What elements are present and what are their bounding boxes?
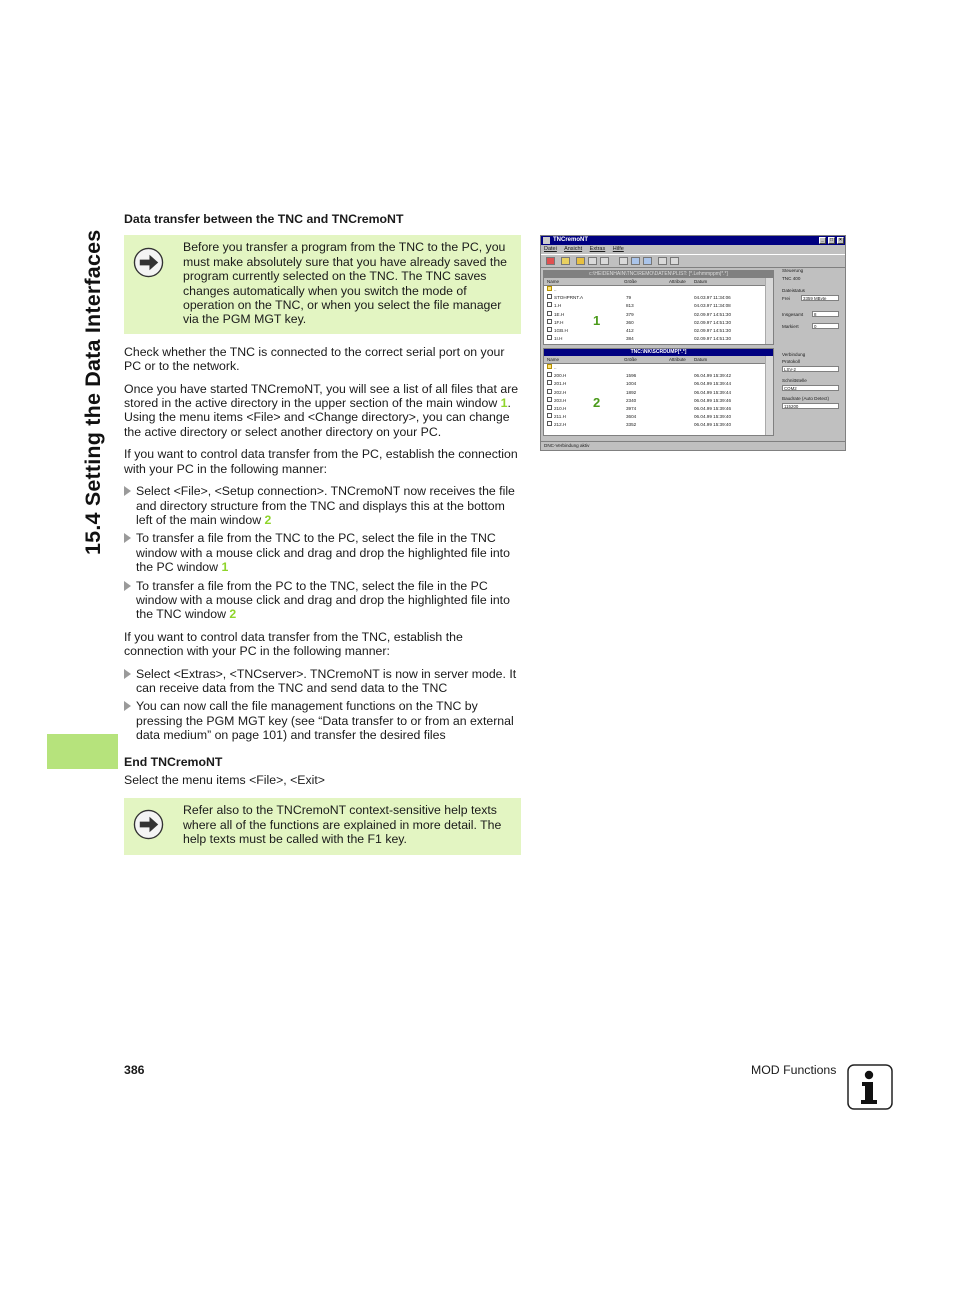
list-item: You can now call the file management functions on the TNC by pressing the PGM MGT key (see “Data transfer to or from an external data medium” on page 101) and transfer the desired files — [124, 699, 521, 742]
file-icon — [547, 389, 552, 394]
file-icon — [547, 380, 552, 385]
minimize-icon: _ — [819, 237, 826, 244]
file-row: .. — [544, 364, 773, 372]
menu-item: Datei — [544, 246, 557, 252]
tncremont-screenshot: TNCremoNT _ □ × Datei Ansicht Extras Hilfe c:\HEIDENHAIN\TNC\REMO\DATEN\PLIST: [*.Lehmmppm|*.*] Name Größe Attribute Datum .. STOHPRNT.A 79 04.03.97 11:34:06 1.H 813 04.03.97 11:34:08 1E.H 379 02.09.97 14:51:30 1F.H 360 02.09.97 14:51:30 1GB.H 412 02.09.97 14:51:30 1I.H 384 02.09.97 14:51:30 1 TNC:\NK\SCRDUMP[*.*] Name Größe Attribute Datum .. 200.H 1596 06.04.99 15:39:42 201.H 1004 06.04.99 15:39:44 202.H 1892 06.04.99 15:39:44 203.H 2340 06.04.99 15:39:46 210.H 3974 06.04.99 15:39:46 211.H 3604 06.04.99 15:39:40 212.H 3352 06.04.99 15:39:40 2 Steuerung TNC 400 Dateistatus Frei 3359 MByte Insgesamt 8 Markiert 0 Verbindung Protokoll LSV-2 Schnittstelle COM2 Baudrate (Auto Detect) 115200 DNC-Verbindung aktiv — [540, 235, 846, 451]
list-item: Select <File>, <Setup connection>. TNCremoNT now receives the file and directory structure from the TNC and displays this at the bottom left of the main window 2 — [124, 484, 521, 527]
list-item: To transfer a file from the PC to the TNC, select the file in the PC window with a mouse click and drag and drop the highlighted file into the TNC window 2 — [124, 579, 521, 622]
subsection-heading: End TNCremoNT — [124, 754, 223, 769]
pane-title: TNC:\NK\SCRDUMP[*.*] — [544, 349, 773, 356]
arrow-right-icon — [133, 247, 164, 278]
bullet-triangle-icon — [124, 533, 131, 543]
file-icon — [547, 413, 552, 418]
file-row: 1F.H 360 02.09.97 14:51:30 — [544, 319, 773, 327]
server-icon — [670, 257, 679, 265]
paragraph: If you want to control data transfer from the TNC, establish the connection with your PC in the following manner: — [124, 629, 463, 659]
bullet-triangle-icon — [124, 669, 131, 679]
scrollbar — [765, 356, 773, 435]
scrollbar — [765, 278, 773, 344]
paragraph: Select the menu items <File>, <Exit> — [124, 773, 325, 787]
connect-icon — [658, 257, 667, 265]
file-row: 201.H 1004 06.04.99 15:39:44 — [544, 380, 773, 388]
file-row: 203.H 2340 06.04.99 15:39:46 — [544, 397, 773, 405]
section-heading: Data transfer between the TNC and TNCremoNT — [124, 212, 404, 226]
window-title: TNCremoNT — [553, 237, 589, 243]
paragraph: Check whether the TNC is connected to the correct serial port on your PC or to the network. — [124, 344, 505, 374]
menu-item: Hilfe — [612, 246, 624, 252]
menu-item: Extras — [589, 246, 606, 252]
file-row: STOHPRNT.A 79 04.03.97 11:34:06 — [544, 294, 773, 302]
bullet-triangle-icon — [124, 581, 131, 591]
file-icon — [547, 335, 552, 340]
file-icon — [547, 311, 552, 316]
file-icon — [547, 302, 552, 307]
note-text: Before you transfer a program from the TNC to the PC, you must make absolutely sure that you have already saved the program currently selected on the TNC. The TNC saves changes automatically when you switch the mode of operation on the TNC, or when you select the file manager via the PGM MGT key. — [183, 240, 508, 327]
new-folder-icon — [561, 257, 570, 265]
toolbar — [541, 254, 845, 268]
file-row: 211.H 3604 06.04.99 15:39:40 — [544, 413, 773, 421]
note-box — [124, 798, 521, 854]
close-icon: × — [837, 237, 844, 244]
file-icon — [547, 421, 552, 426]
file-row: 1E.H 379 02.09.97 14:51:30 — [544, 311, 773, 319]
delete-icon — [546, 257, 555, 265]
file-row: 200.H 1596 06.04.99 15:39:42 — [544, 372, 773, 380]
pane-title: c:\HEIDENHAIN\TNC\REMO\DATEN\PLIST: [*.Lehmmppm|*.*] — [544, 271, 773, 278]
file-icon — [547, 405, 552, 410]
note-box — [124, 235, 521, 333]
file-row: 1GB.H 412 02.09.97 14:51:30 — [544, 327, 773, 335]
file-row: 210.H 3974 06.04.99 15:39:46 — [544, 405, 773, 413]
maximize-icon: □ — [829, 237, 834, 243]
file-icon — [547, 319, 552, 324]
file-row: 202.H 1892 06.04.99 15:39:44 — [544, 389, 773, 397]
note-text: Refer also to the TNCremoNT context-sensitive help texts where all of the functions are explained in more detail. The help texts must be called with the F1 key. — [183, 803, 502, 847]
footer-chapter-title: MOD Functions — [751, 1063, 837, 1077]
app-icon — [543, 237, 550, 244]
paragraph: If you want to control data transfer from the PC, establish the connection with your PC in the following manner: — [124, 447, 518, 476]
paragraph: Once you have started TNCremoNT, you will see a list of all files that are stored in the active directory in the upper section of the main window 1. Using the menu items <File> and <Change directory>, you can change the active directory or select another directory on your PC. — [124, 381, 519, 439]
page-number: 386 — [124, 1063, 145, 1077]
status-bar: DNC-Verbindung aktiv — [541, 441, 845, 450]
folder-icon — [547, 286, 552, 291]
menu-bar — [541, 245, 845, 254]
reference-number: 2 — [229, 607, 237, 622]
reference-number: 1 — [221, 560, 229, 575]
list-view-icon — [631, 257, 640, 265]
callout-number: 2 — [593, 395, 601, 410]
window-titlebar — [541, 236, 845, 245]
file-row: 1I.H 384 02.09.97 14:51:30 — [544, 335, 773, 343]
tnc-file-pane — [543, 348, 774, 436]
bullet-triangle-icon — [124, 486, 131, 496]
file-icon — [547, 294, 552, 299]
file-row: 1.H 813 04.03.97 11:34:08 — [544, 302, 773, 310]
main-content — [124, 212, 521, 866]
file-row: .. — [544, 286, 773, 294]
open-folder-icon — [576, 257, 585, 265]
info-icon — [847, 1064, 893, 1110]
column-header: Name Größe Attribute Datum — [544, 356, 773, 364]
menu-item: Ansicht — [564, 246, 583, 252]
list-item: To transfer a file from the TNC to the PC, select the file in the TNC window with a mouse click and drag and drop the highlighted file into the PC window 1 — [124, 531, 521, 574]
callout-number: 1 — [593, 313, 601, 328]
folder-icon — [547, 364, 552, 369]
arrow-right-icon — [133, 809, 164, 840]
file-icon — [547, 327, 552, 332]
column-header: Name Größe Attribute Datum — [544, 278, 773, 286]
bullet-triangle-icon — [124, 701, 131, 711]
cancel-icon — [600, 257, 609, 265]
copy-icon — [588, 257, 597, 265]
refresh-icon — [619, 257, 628, 265]
detail-view-icon — [643, 257, 652, 265]
reference-number: 1 — [500, 396, 508, 411]
pc-step-list — [124, 484, 521, 622]
chapter-tab-marker — [47, 734, 118, 769]
file-row: 212.H 3352 06.04.99 15:39:40 — [544, 421, 773, 429]
list-item: Select <Extras>, <TNCserver>. TNCremoNT is now in server mode. It can receive data from the TNC and send data to the TNC — [124, 667, 521, 696]
tnc-step-list — [124, 667, 521, 743]
reference-number: 2 — [264, 512, 272, 527]
file-icon — [547, 372, 552, 377]
pc-file-pane — [543, 270, 774, 345]
chapter-side-title: 15.4 Setting the Data Interfaces — [81, 229, 105, 555]
file-icon — [547, 397, 552, 402]
